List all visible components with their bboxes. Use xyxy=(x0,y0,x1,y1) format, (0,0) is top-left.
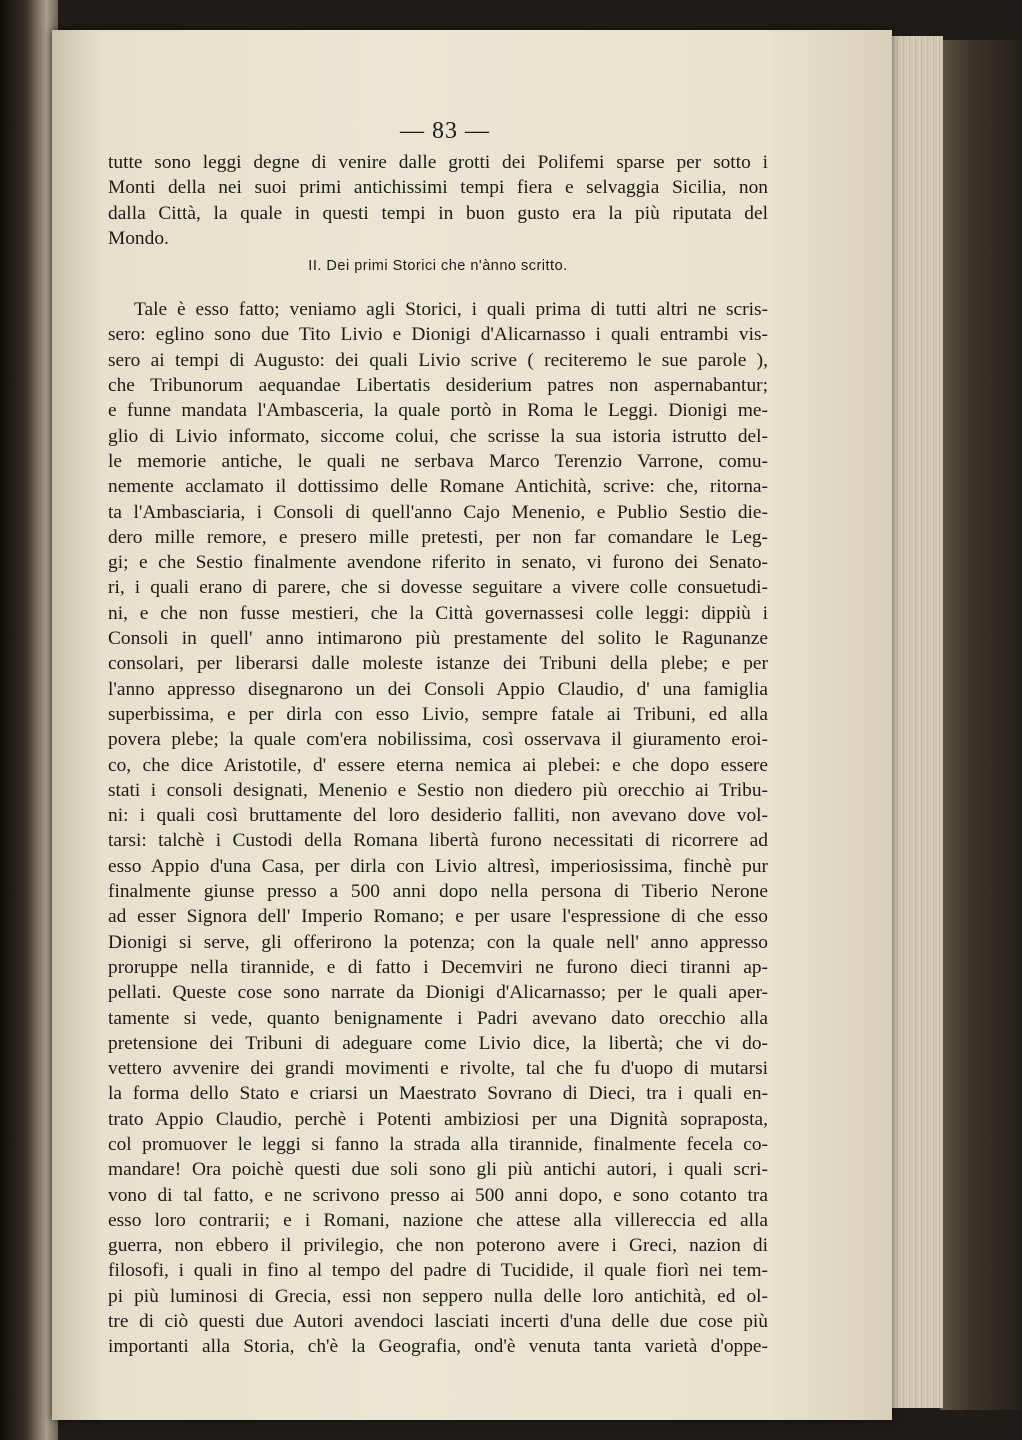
text-line: ni: i quali così bruttamente del loro desiderio falliti, non avevano dove vol- xyxy=(108,805,768,827)
text-line: ri, i quali erano di parere, che si dovesse seguitare a vivere colle consuetudi- xyxy=(108,577,768,599)
text-line: e funne mandata l'Ambasceria, la quale portò in Roma le Leggi. Dionigi me- xyxy=(108,400,768,422)
text-line: l'anno appresso disegnarono un dei Consoli Appio Claudio, d' una famiglia xyxy=(108,678,768,700)
text-line: ta l'Ambasciaria, i Consoli di quell'anno Cajo Menenio, e Publio Sestio die- xyxy=(108,501,768,523)
text-line: le memorie antiche, le quali ne serbava Marco Terenzio Varrone, comu- xyxy=(108,450,768,472)
text-line: nemente acclamato il dottissimo delle Romane Antichità, scrive: che, ritorna- xyxy=(108,476,768,498)
page-number: — 83 — xyxy=(400,118,490,144)
text-line: stati i consoli designati, Menenio e Sestio non diedero più orecchio ai Tribu- xyxy=(108,779,768,801)
page-text xyxy=(108,150,768,1360)
text-line: la forma dello Stato e criarsi un Maestrato Sovrano di Dieci, tra i quali en- xyxy=(108,1083,768,1105)
text-line: co, che dice Aristotile, d' essere eterna nemica ai plebei: e che dopo essere xyxy=(108,754,768,776)
text-line: trato Appio Claudio, perchè i Potenti ambiziosi per una Dignità sopraposta, xyxy=(108,1108,768,1130)
text-line: superbissima, e per dirla con esso Livio, sempre fatale ai Tribuni, ed alla xyxy=(108,703,768,725)
text-line: vettero avvenire dei grandi movimenti e rivolte, tal che fu d'uopo di mutarsi xyxy=(108,1058,768,1080)
text-line: sero ai tempi di Augusto: dei quali Livio scrive ( reciteremo le sue parole ), xyxy=(108,349,768,371)
section-heading: II. Dei primi Storici che n'ànno scritto. xyxy=(308,258,568,275)
text-line: consolari, per liberarsi dalle moleste istanze dei Tribuni della plebe; e per xyxy=(108,653,768,675)
text-line: esso loro contrarii; e i Romani, nazione che attese alla villereccia ed alla xyxy=(108,1209,768,1231)
text-line: tamente si vede, quanto benignamente i Padri avevano dato orecchio alla xyxy=(108,1007,768,1029)
text-line: sero: eglino sono due Tito Livio e Dionigi d'Alicarnasso i quali entrambi vis- xyxy=(108,324,768,346)
text-line: che Tribunorum aequandae Libertatis desiderium patres non aspernabantur; xyxy=(108,375,768,397)
text-line: pi più luminosi di Grecia, essi non seppero nulla delle loro antichità, ed ol- xyxy=(108,1285,768,1307)
text-line: mandare! Ora poichè questi due soli sono gli più antichi autori, i quali scri- xyxy=(108,1159,768,1181)
text-line: gi; e che Sestio finalmente avendone riferito in senato, vi furono dei Senato- xyxy=(108,552,768,574)
text-line: finalmente giunse presso a 500 anni dopo nella persona di Tiberio Nerone xyxy=(108,881,768,903)
text-line: col promuover le leggi si fanno la strada alla tirannide, finalmente fecela co- xyxy=(108,1133,768,1155)
text-line: ad esser Signora dell' Imperio Romano; e per usare l'espressione di che esso xyxy=(108,906,768,928)
text-line: importanti alla Storia, ch'è la Geografia, ond'è venuta tanta varietà d'oppe- xyxy=(108,1336,768,1358)
text-line: tre di ciò questi due Autori avendoci lasciati incerti d'una delle due cose più xyxy=(108,1311,768,1333)
text-line: tutte sono leggi degne di venire dalle grotti dei Polifemi sparse per sotto i xyxy=(108,152,768,173)
text-line: Consoli in quell' anno intimarono più prestamente del solito le Ragunanze xyxy=(108,628,768,650)
text-line: Monti della nei suoi primi antichissimi tempi fiera e selvaggia Sicilia, non xyxy=(108,177,768,199)
text-line: Mondo. xyxy=(108,227,169,249)
left-page-edge xyxy=(0,0,58,1440)
text-line: vono di tal fatto, e ne scrivono presso ai 500 anni dopo, e sono cotanto tra xyxy=(108,1184,768,1206)
text-line: proruppe nella tirannide, e di fatto i Decemviri ne furono dieci tiranni ap- xyxy=(108,956,768,978)
text-line: tarsi: talchè i Custodi della Romana libertà furono necessitati di ricorrere ad xyxy=(108,830,768,852)
text-line: glio di Livio informato, siccome colui, che scrisse la sua istoria istrutto del- xyxy=(108,425,768,447)
text-line: pellati. Queste cose sono narrate da Dionigi d'Alicarnasso; per le quali aper- xyxy=(108,982,768,1004)
text-line: dero mille remore, e presero mille pretesti, per non far comandare le Leg- xyxy=(108,526,768,548)
text-line: pretensione dei Tribuni di adeguare come Livio dice, la libertà; che vi do- xyxy=(108,1032,768,1054)
text-line: dalla Città, la quale in questi tempi in buon gusto era la più riputata del xyxy=(108,202,768,224)
text-line: guerra, non ebbero il privilegio, che non poterono avere i Greci, nazion di xyxy=(108,1235,768,1257)
text-line: povera plebe; la quale com'era nobilissima, così osservava il giuramento eroi- xyxy=(108,729,768,751)
text-line: Dionigi si serve, gli offerirono la potenza; con la quale nell' anno appresso xyxy=(108,931,768,953)
text-line: esso Appio d'una Casa, per dirla con Livio altresì, imperiosissima, finchè pur xyxy=(108,855,768,877)
text-line: Tale è esso fatto; veniamo agli Storici, i quali prima di tutti altri ne scris- xyxy=(134,299,768,321)
text-line: filosofi, i quali in fino al tempo del padre di Tucidide, il quale fiorì nei tem- xyxy=(108,1260,768,1282)
book-cover-edge xyxy=(940,40,1022,1410)
text-line: ni, e che non fusse mestieri, che la Città governassesi colle leggi: dippiù i xyxy=(108,602,768,624)
